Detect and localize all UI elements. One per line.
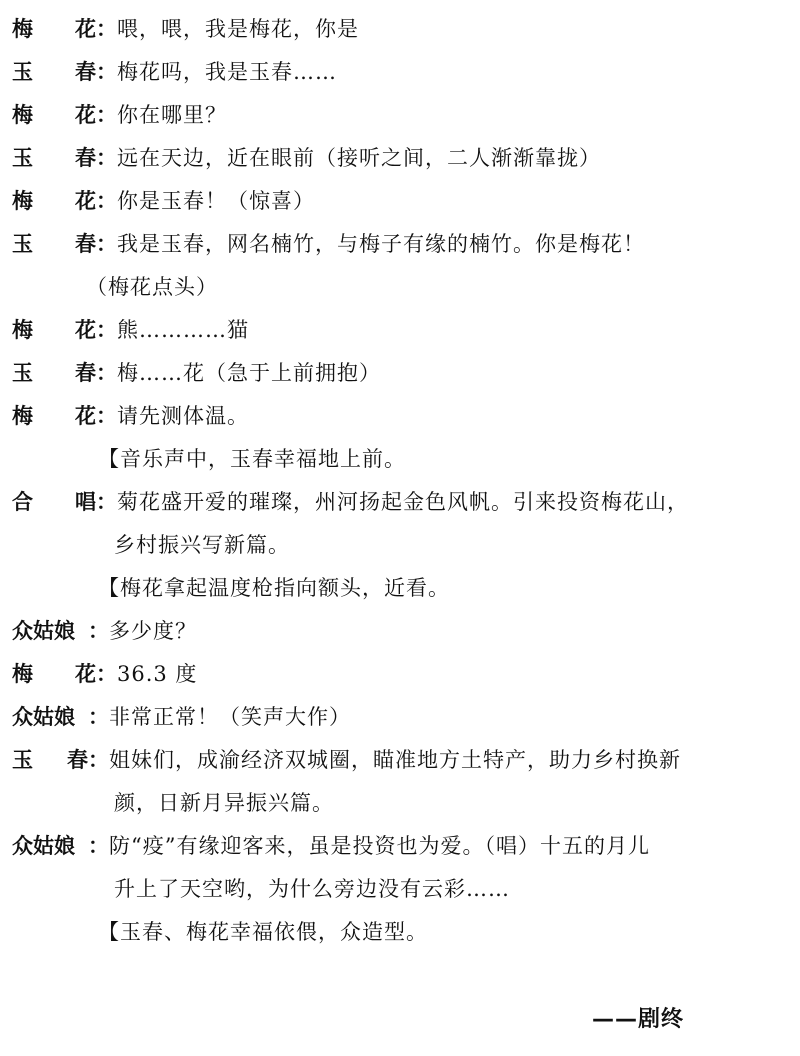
speaker-name: 梅 花 [12, 103, 96, 127]
speaker-name: 梅 花 [12, 189, 96, 213]
dialogue-line: 梅 花 ： 你在哪里？ [12, 94, 788, 137]
dialogue-line: 玉 春 ： 梅……花（急于上前拥抱） [12, 352, 788, 395]
dialogue-text: 熊…………猫 [117, 318, 249, 342]
dialogue-line: 玉 春 ： 远在天边，近在眼前（接听之间，二人渐渐靠拢） [12, 137, 788, 180]
stage-direction: 【玉春、梅花幸福依偎，众造型。 [98, 920, 428, 944]
dialogue-text: 请先测体温。 [117, 404, 249, 428]
speaker-name: 梅 花 [12, 662, 96, 686]
speaker-name: 玉 春 [12, 748, 88, 772]
dialogue-text: 菊花盛开爱的璀璨，州河扬起金色风帆。引来投资梅花山， [117, 490, 689, 514]
speaker-name: 众姑娘 [12, 834, 75, 858]
dialogue-line: 玉 春 ： 姐妹们，成渝经济双城圈，瞄准地方土特产，助力乡村换新 [12, 739, 788, 782]
speaker-name: 梅 花 [12, 404, 96, 428]
speaker-name: 合 唱 [12, 490, 96, 514]
speaker-name: 玉 春 [12, 146, 96, 170]
ending-mark: ——剧终 [592, 1007, 685, 1032]
dialogue-text: 你是玉春！（惊喜） [117, 189, 315, 213]
dialogue-line: 梅 花 ： 你是玉春！（惊喜） [12, 180, 788, 223]
dialogue-line: 众姑娘 ： 防“疫”有缘迎客来，虽是投资也为爱。（唱）十五的月儿 [12, 825, 788, 868]
dialogue-text: 多少度？ [109, 619, 197, 643]
speaker-name: 众姑娘 [12, 619, 75, 643]
dialogue-line: 梅 花 ： 喂，喂，我是梅花，你是 [12, 8, 788, 51]
speaker-name: 玉 春 [12, 60, 96, 84]
speaker-name: 梅 花 [12, 17, 96, 41]
stage-direction: 【音乐声中，玉春幸福地上前。 [98, 447, 406, 471]
dialogue-line: 梅 花 ： 36.3 度 [12, 653, 788, 696]
dialogue-continuation: 升上了天空哟，为什么旁边没有云彩…… [114, 877, 510, 901]
dialogue-text: 36.3 度 [117, 662, 198, 686]
stage-direction: （梅花点头） [86, 275, 218, 299]
dialogue-text: 非常正常！（笑声大作） [109, 705, 351, 729]
dialogue-line: 玉 春 ： 我是玉春，网名楠竹，与梅子有缘的楠竹。你是梅花！ [12, 223, 788, 266]
speaker-name: 玉 春 [12, 232, 96, 256]
dialogue-line: 众姑娘 ： 多少度？ [12, 610, 788, 653]
script-body [12, 8, 788, 954]
dialogue-text: 梅……花（急于上前拥抱） [117, 361, 381, 385]
stage-direction: 【梅花拿起温度枪指向额头，近看。 [98, 576, 450, 600]
speaker-name: 梅 花 [12, 318, 96, 342]
dialogue-text: 喂，喂，我是梅花，你是 [117, 17, 359, 41]
dialogue-line: 合 唱 ： 菊花盛开爱的璀璨，州河扬起金色风帆。引来投资梅花山， [12, 481, 788, 524]
dialogue-text: 我是玉春，网名楠竹，与梅子有缘的楠竹。你是梅花！ [117, 232, 645, 256]
dialogue-text: 你在哪里？ [117, 103, 227, 127]
dialogue-line: 梅 花 ： 请先测体温。 [12, 395, 788, 438]
dialogue-text: 姐妹们，成渝经济双城圈，瞄准地方土特产，助力乡村换新 [109, 748, 681, 772]
dialogue-continuation: 颜，日新月异振兴篇。 [114, 791, 334, 815]
dialogue-text: 防“疫”有缘迎客来，虽是投资也为爱。（唱）十五的月儿 [109, 834, 650, 858]
dialogue-line: 玉 春 ： 梅花吗，我是玉春…… [12, 51, 788, 94]
dialogue-text: 远在天边，近在眼前（接听之间，二人渐渐靠拢） [117, 146, 601, 170]
speaker-name: 众姑娘 [12, 705, 75, 729]
speaker-name: 玉 春 [12, 361, 96, 385]
dialogue-text: 梅花吗，我是玉春…… [117, 60, 337, 84]
dialogue-line: 众姑娘 ： 非常正常！（笑声大作） [12, 696, 788, 739]
dialogue-line: 梅 花 ： 熊…………猫 [12, 309, 788, 352]
dialogue-continuation: 乡村振兴写新篇。 [114, 533, 290, 557]
